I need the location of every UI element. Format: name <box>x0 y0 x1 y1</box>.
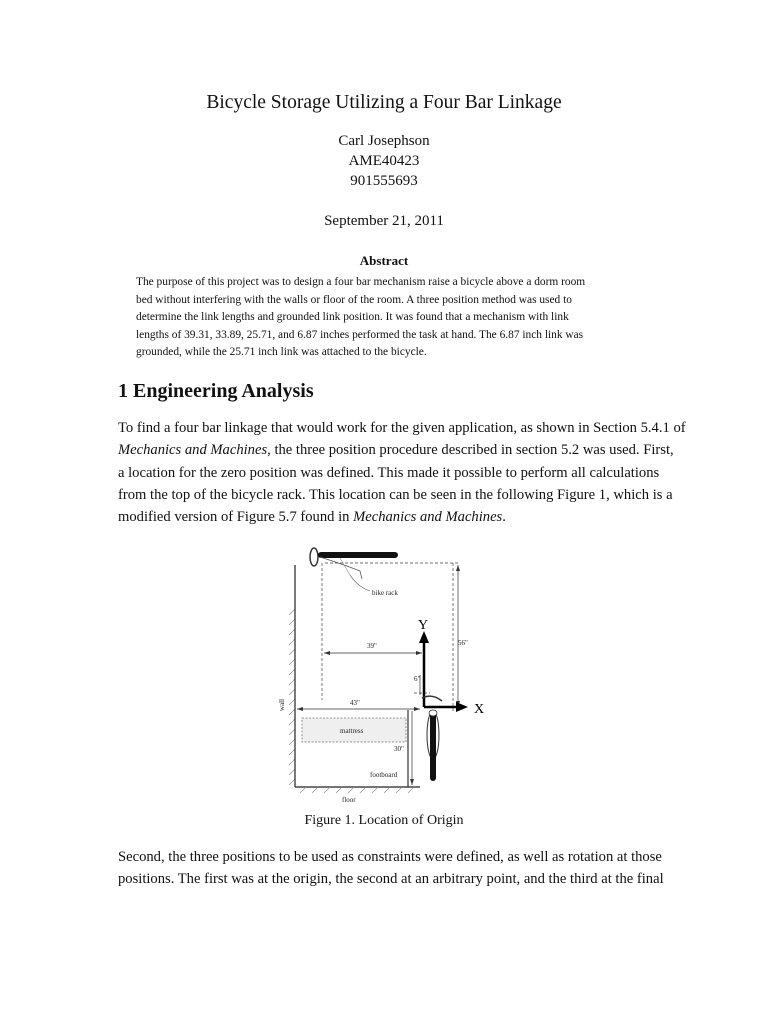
label-wall: wall <box>278 698 286 711</box>
stored-bicycle-icon <box>310 548 398 579</box>
paragraph-line: Second, the three positions to be used as constraints were defined, as well as rotation at those <box>118 849 662 865</box>
paragraph-line: a location for the zero position was defined. This made it possible to perform all calculations <box>118 464 660 481</box>
figure-location-of-origin <box>270 535 500 807</box>
label-x: X <box>474 702 485 717</box>
italic-book-title: Mechanics and Machines <box>353 509 503 526</box>
course-number: AME40423 <box>348 153 420 169</box>
paragraph-line: from the top of the bicycle rack. This location can be seen in the following Figure 1, which is a <box>118 486 673 503</box>
paper-date: September 21, 2011 <box>324 213 444 229</box>
label-39: 39" <box>367 642 377 650</box>
x-axis-arrowhead <box>456 702 468 712</box>
paragraph-line: positions. The first was at the origin, the second at an arbitrary point, and the third at the final <box>118 871 664 888</box>
figure-caption: Figure 1. Location of Origin <box>304 813 464 828</box>
abstract-line: grounded, while the 25.71 inch link was attached to the bicycle. <box>136 346 427 359</box>
paper-title: Bicycle Storage Utilizing a Four Bar Linkage <box>206 92 562 113</box>
italic-book-title: Mechanics and Machines <box>118 442 268 459</box>
abstract-line: The purpose of this project was to design a four bar mechanism raise a bicycle above a dorm room <box>136 276 586 288</box>
paragraph-line-end: . <box>502 509 506 526</box>
wall-hatching <box>289 609 295 785</box>
paragraph-line-start: modified version of Figure 5.7 found in <box>118 509 354 526</box>
paragraph-line: To find a four bar linkage that would work for the given application, as shown in Section 5.4.1 of <box>118 420 686 436</box>
abstract-body <box>136 274 636 362</box>
abstract-line: determine the link lengths and grounded link position. It was found that a mechanism with link <box>136 311 569 324</box>
label-footboard: footboard <box>370 771 398 779</box>
abstract-heading: Abstract <box>359 253 409 268</box>
label-bike-rack: bike rack <box>372 589 398 597</box>
label-6: 6" <box>414 675 421 683</box>
author-name: Carl Josephson <box>338 133 430 149</box>
section-heading: 1 Engineering Analysis <box>118 380 314 402</box>
label-43: 43" <box>350 699 360 707</box>
lower-bicycle-icon <box>422 696 442 781</box>
floor-hatching <box>300 787 414 793</box>
abstract-line: bed without interfering with the walls or floor of the room. A three position method was used to <box>136 293 572 306</box>
label-y: Y <box>418 618 429 633</box>
paragraph-line-rest: , the three position procedure described in section 5.2 was used. First, <box>267 442 674 459</box>
abstract-line: lengths of 39.31, 33.89, 25.71, and 6.87 inches performed the task at hand. The 6.87 inch link was <box>136 328 584 341</box>
bike-rack-leader <box>350 575 370 591</box>
paragraph-2 <box>118 846 678 891</box>
paragraph-1 <box>118 417 686 528</box>
label-floor: floor <box>342 796 356 804</box>
label-30: 30" <box>394 745 404 753</box>
label-mattress: mattress <box>340 727 364 735</box>
paragraph-line <box>118 439 678 461</box>
student-id: 901555693 <box>350 173 418 189</box>
label-56: 56" <box>458 639 468 647</box>
paragraph-line <box>118 506 678 528</box>
